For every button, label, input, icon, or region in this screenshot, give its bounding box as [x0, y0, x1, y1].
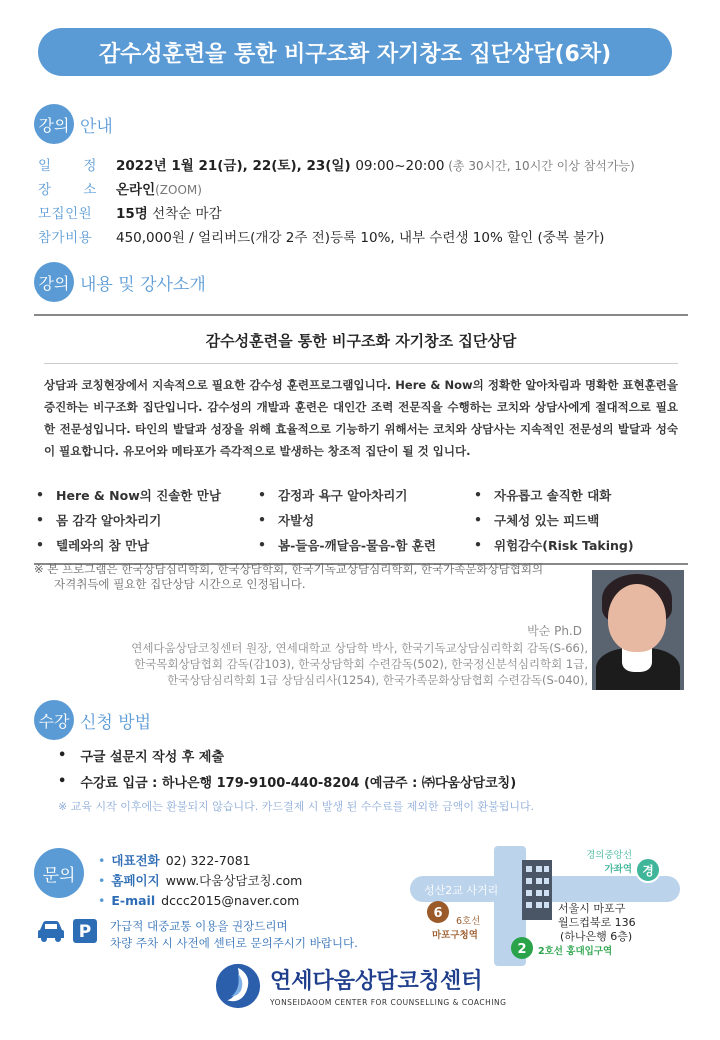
bullet-item: • 봄-들음-깨달음-물음-함 훈련: [258, 532, 474, 557]
course-title: 감수성훈련을 통한 비구조화 자기창조 집단상담: [44, 316, 678, 364]
lecturer-photo: [592, 570, 684, 690]
course-box: [34, 314, 688, 565]
section-header-lecture-info: [34, 104, 113, 144]
info-label: 장 소: [38, 182, 111, 198]
contact-circle: 문의: [34, 848, 84, 898]
bullet-item: • 위험감수(Risk Taking): [474, 532, 674, 557]
bullet-item: • 구체성 있는 피드백: [474, 507, 674, 532]
apply-item: • 수강료 입금 : 하나은행 179-9100-440-8204 (예금주 : ㈜다움상담코칭): [58, 768, 534, 794]
svg-text:P: P: [78, 922, 92, 942]
info-value: 선착순 마감: [147, 206, 222, 222]
info-value: 09:00~20:00: [355, 158, 445, 174]
section-circle: 강의: [34, 104, 74, 144]
info-row-place: [38, 176, 635, 200]
refund-warning: ※ 교육 시작 이후에는 환불되지 않습니다. 카드결제 시 발생 된 수수료를 제외한 금액이 환불됩니다.: [58, 800, 535, 813]
bullet-item: • 자발성: [258, 507, 474, 532]
course-description: 상담과 코칭현장에서 지속적으로 필요한 감수성 훈련프로그램입니다. Here & Now의 정확한 알아차림과 명확한 표현훈련을 증진하는 비구조화 집단입니다. 감수성의 개발과 훈련은 대인간 조력 전문직을 수행하는 코치와 상담사에게 절대적으로 필요한 전문성입니다. 타인의 발달과 성장을 위해 효율적으로 기능하기 위해서는 코치와 상담사는 지속적인 전문성의 발달과 성숙이 필요합니다. 유모어와 메타포가 즉각적으로 발생하는 창조적 집단이 될 것 입니다.: [44, 378, 678, 458]
info-row-fee: [38, 224, 635, 248]
section-label: 신청 방법: [80, 712, 152, 733]
info-value-note: (ZOOM): [155, 183, 202, 197]
title-banner: 감수성훈련을 통한 비구조화 자기창조 집단상담(6차): [38, 28, 672, 76]
note-line: ※ 본 프로그램은 한국상담심리학회, 한국상담학회, 한국기독교상담심리학회, 한국가족문화상담협회의: [34, 562, 544, 576]
lecture-info: [38, 152, 635, 248]
info-row-capacity: [38, 200, 635, 224]
bullet-item: • Here & Now의 진솔한 만남: [36, 482, 258, 507]
building-icon: [522, 860, 552, 920]
center-logo: [210, 960, 510, 1020]
info-value: 450,000원 / 얼리버드(개강 2주 전)등록 10%, 내부 수련생 10% 할인 (중복 불가): [116, 230, 605, 246]
info-label: 참가비용: [38, 230, 93, 246]
bullet-item: • 감정과 욕구 알아차리기: [258, 482, 474, 507]
info-label: 일 정: [38, 158, 111, 174]
svg-text:2: 2: [517, 942, 527, 957]
center-name: 연세다움상담코칭센터: [270, 969, 483, 994]
note-line: 자격취득에 필요한 집단상담 시간으로 인정됩니다.: [54, 577, 306, 591]
apply-steps: [58, 742, 534, 814]
gyeongui-station: 가좌역: [604, 864, 632, 875]
mail-link[interactable]: dccc2015@naver.com: [161, 892, 300, 908]
certification-note: [34, 562, 674, 592]
center-logo-icon: [214, 962, 262, 1010]
info-row-schedule: [38, 152, 635, 176]
info-value-bold: 15명: [116, 206, 148, 222]
cv-line: 한국목회상담협회 감독(감103), 한국상담학회 수련감독(502), 한국정신분석심리학회 1급,: [134, 657, 588, 671]
bullet-item: • 자유롭고 솔직한 대화: [474, 482, 674, 507]
contact-phone: • 대표전화 02) 322-7081: [98, 852, 251, 868]
svg-text:경: 경: [642, 864, 654, 878]
phone-value[interactable]: 02) 322-7081: [165, 852, 251, 868]
info-label: 모집인원: [38, 206, 93, 222]
web-link[interactable]: www.다움상담코칭.com: [165, 873, 303, 888]
address-line: (하나은행 6층): [560, 930, 633, 943]
address-line: 월드컵북로 136: [558, 916, 636, 929]
section-label: 안내: [80, 116, 113, 137]
section-header-apply: [34, 700, 151, 740]
parking-icon: [72, 918, 98, 944]
svg-text:6: 6: [433, 906, 443, 921]
center-subtitle: YONSEIDAOOM CENTER FOR COUNSELLING & COACHING: [270, 998, 507, 1007]
line6-station: 마포구청역: [432, 930, 478, 941]
bullet-item: • 몸 감각 알아차리기: [36, 507, 258, 532]
course-bullets: [34, 462, 688, 557]
line6-label: 6호선: [456, 916, 481, 927]
mail-label: E-mail: [111, 892, 156, 908]
car-icon: [36, 918, 66, 944]
section-circle: 강의: [34, 262, 74, 302]
section-label: 내용 및 강사소개: [80, 274, 206, 295]
crossing-label: 성산2교 사거리: [424, 884, 499, 897]
info-value-note: (총 30시간, 10시간 이상 참석가능): [444, 159, 635, 173]
info-value-bold: 2022년 1월 21(금), 22(토), 23(일): [116, 158, 356, 174]
transport-line: 가급적 대중교통 이용을 권장드리며: [110, 919, 288, 933]
web-label: 홈페이지: [111, 873, 160, 888]
transport-note: [36, 918, 358, 952]
section-circle: 수강: [34, 700, 74, 740]
info-value-bold: 온라인: [116, 182, 156, 198]
lecturer-name: 박순 Ph.D: [527, 624, 582, 638]
section-header-content: [34, 262, 206, 302]
bullet-item: • 텔레와의 참 만남: [36, 532, 258, 557]
address-line: 서울시 마포구: [558, 902, 626, 915]
transport-line: 차량 주차 시 사전에 센터로 문의주시기 바랍니다.: [110, 936, 358, 950]
location-map: [410, 846, 680, 966]
lecturer-cv: [68, 640, 588, 688]
contact-mail: • E-mail dccc2015@naver.com: [98, 892, 300, 908]
gyeongui-line: 경의중앙선: [586, 850, 632, 861]
cv-line: 연세다움상담코칭센터 원장, 연세대학교 상담학 박사, 한국기독교상담심리학회 감독(S-66),: [131, 641, 588, 655]
apply-item: • 구글 설문지 작성 후 제출: [58, 742, 534, 768]
line2-station: 2호선 홍대입구역: [538, 946, 613, 957]
phone-label: 대표전화: [111, 853, 160, 868]
contact-web: • 홈페이지 www.다움상담코칭.com: [98, 872, 303, 888]
cv-line: 한국상담심리학회 1급 상담심리사(1254), 한국가족문화상담협회 수련감독(S-040),: [167, 673, 588, 687]
